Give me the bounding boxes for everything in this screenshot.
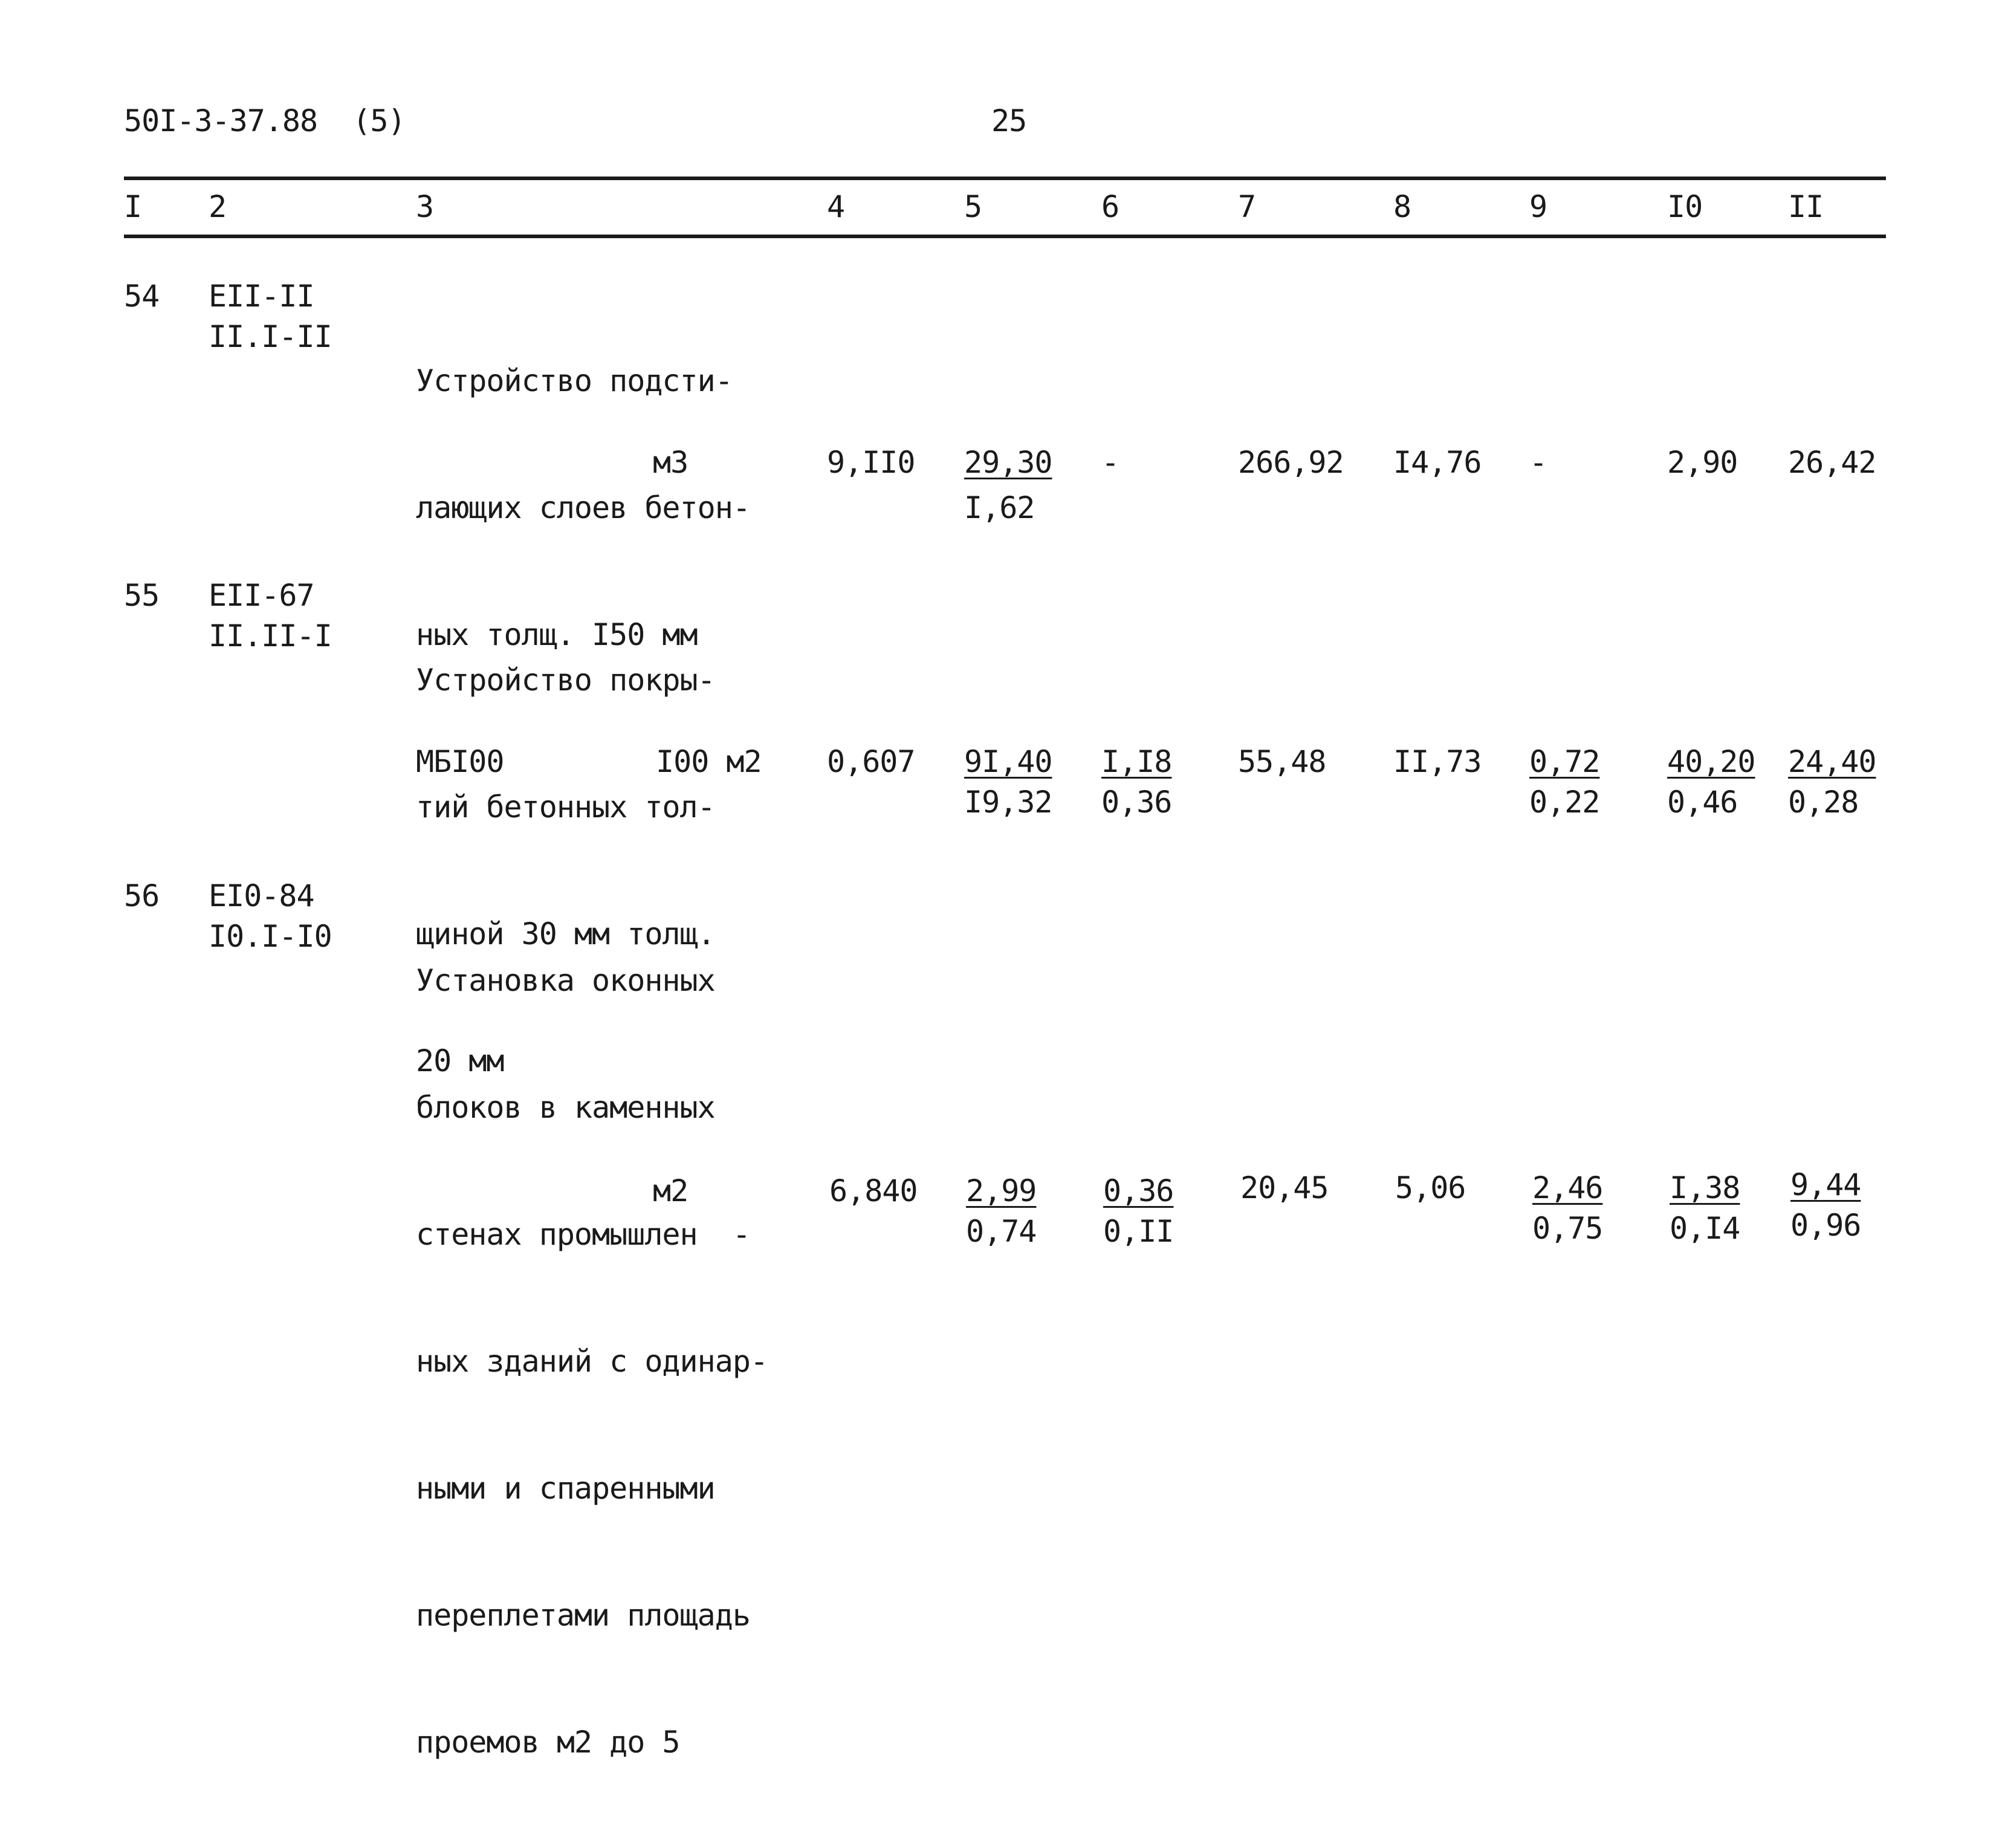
col-header-7: 7	[1238, 189, 1256, 224]
quantity: 9,II0	[827, 445, 915, 480]
rate-code: EII-67	[209, 578, 314, 613]
description-line: тий бетонных тол-	[416, 789, 715, 825]
col-header-6: 6	[1101, 189, 1119, 224]
col7: 266,92	[1238, 445, 1344, 480]
col10-bottom: 0,46	[1667, 785, 1738, 820]
col9-bottom: 0,75	[1532, 1211, 1603, 1246]
col10-bottom: 0,I4	[1670, 1211, 1740, 1246]
row-number: 56	[124, 878, 160, 913]
col-header-9: 9	[1529, 189, 1547, 224]
table-top-rule	[124, 177, 1886, 180]
col9-top: -	[1529, 445, 1547, 480]
description-line: Устройство покры-	[416, 663, 715, 698]
col6-bottom: 0,II	[1103, 1214, 1174, 1249]
description-line: стенах промышлен -	[416, 1217, 750, 1252]
col10-top: 2,90	[1667, 445, 1738, 480]
col5-top: 29,30	[964, 445, 1052, 480]
col11-top: 24,40	[1788, 744, 1876, 779]
rate-subcode: II.I-II	[209, 319, 332, 354]
col6-bottom: 0,36	[1101, 785, 1172, 820]
col-header-11: II	[1788, 189, 1824, 224]
row-number: 55	[124, 578, 160, 613]
description-line: щиной 30 мм толщ.	[416, 916, 715, 952]
col-header-10: I0	[1667, 189, 1703, 224]
col-header-2: 2	[209, 189, 227, 224]
col6-top: 0,36	[1103, 1173, 1174, 1208]
col11-bottom: 0,28	[1788, 785, 1859, 820]
description-line: 20 мм	[416, 1043, 504, 1078]
col8: II,73	[1393, 744, 1482, 779]
col5-top: 9I,40	[964, 744, 1052, 779]
quantity: 0,607	[827, 744, 915, 779]
col6-top: I,I8	[1101, 744, 1172, 779]
col6-top: -	[1101, 445, 1119, 480]
row-number: 54	[124, 279, 160, 314]
col5-bottom: 0,74	[966, 1214, 1037, 1249]
unit: м2	[653, 1173, 688, 1208]
description-line: блоков в каменных	[416, 1090, 715, 1125]
col5-bottom: I9,32	[964, 785, 1052, 820]
description-line: проемов м2 до 5	[416, 1725, 680, 1760]
col11-top: 9,44	[1790, 1167, 1861, 1202]
description-line: МБI00	[416, 744, 504, 779]
rate-subcode: I0.I-I0	[209, 919, 332, 954]
description-line: лающих слоев бетон-	[416, 490, 750, 525]
description-line: Устройство подсти-	[416, 363, 733, 398]
work-description	[416, 875, 768, 1848]
col5-top: 2,99	[966, 1173, 1037, 1208]
page-number: 25	[991, 103, 1027, 138]
rate-subcode: II.II-I	[209, 618, 332, 653]
table-header-rule	[124, 235, 1886, 238]
col9-top: 2,46	[1532, 1170, 1603, 1205]
description-line: ных толщ. I50 мм	[416, 617, 698, 652]
unit: м3	[653, 445, 688, 480]
col-header-5: 5	[964, 189, 982, 224]
col8: I4,76	[1393, 445, 1482, 480]
col11-bottom: 0,96	[1790, 1208, 1861, 1243]
col-header-3: 3	[416, 189, 434, 224]
quantity: 6,840	[829, 1173, 918, 1208]
rate-code: EI0-84	[209, 878, 314, 913]
rate-code: EII-II	[209, 279, 314, 314]
col11-top: 26,42	[1788, 445, 1876, 480]
col7: 55,48	[1238, 744, 1326, 779]
col7: 20,45	[1240, 1170, 1329, 1205]
col-header-4: 4	[827, 189, 845, 224]
col10-top: 40,20	[1667, 744, 1755, 779]
description-line: переплетами площадь	[416, 1598, 750, 1633]
col10-top: I,38	[1670, 1170, 1740, 1205]
description-line: ными и спаренными	[416, 1471, 715, 1506]
unit: I00 м2	[656, 744, 762, 779]
description-line: Установка оконных	[416, 963, 715, 998]
col-header-8: 8	[1393, 189, 1411, 224]
col9-top: 0,72	[1529, 744, 1600, 779]
col-header-1: I	[124, 189, 142, 224]
col8: 5,06	[1395, 1170, 1466, 1205]
document-code: 50I-3-37.88 (5)	[124, 103, 406, 138]
col5-bottom: I,62	[964, 490, 1035, 525]
description-line: ных зданий с одинар-	[416, 1344, 768, 1379]
col9-bottom: 0,22	[1529, 785, 1600, 820]
